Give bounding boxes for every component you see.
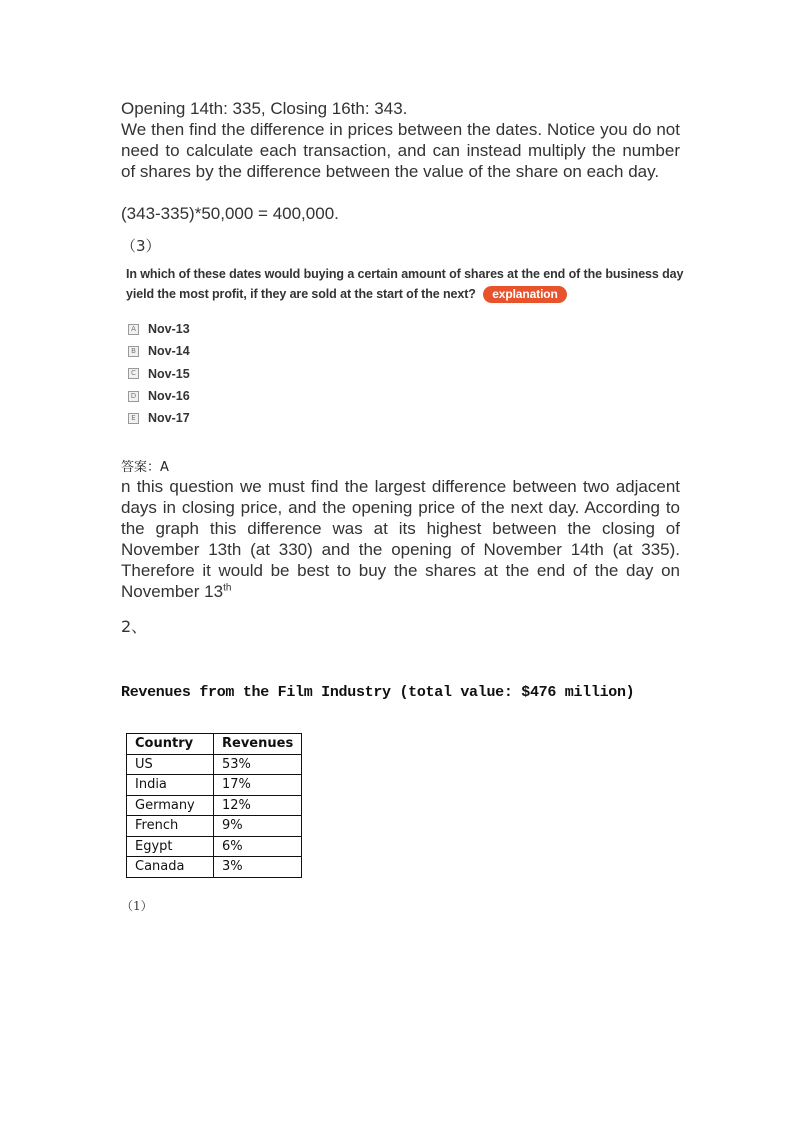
header-revenues: Revenues [214,734,302,755]
table-header-row [127,734,302,755]
table-row [127,816,302,837]
difference-paragraph: We then find the difference in prices between the dates. Notice you do not need to calculate each transaction, and can instead multiply the number of shares by the difference between the value of the share on each day. [121,120,680,181]
cell-revenue: 3% [214,857,302,878]
opening-closing-line: Opening 14th: 335, Closing 16th: 343. [121,99,408,118]
option-c[interactable] [128,363,190,385]
header-country: Country [127,734,214,755]
cell-country: Egypt [127,836,214,857]
table-title: Revenues from the Film Industry (total value: $476 million) [121,684,635,701]
cell-revenue: 17% [214,775,302,796]
table-row [127,836,302,857]
option-e[interactable] [128,407,190,429]
option-b[interactable] [128,340,190,362]
option-a-checkbox-icon[interactable]: A [128,324,139,335]
table-row [127,775,302,796]
question-number-3: （3） [121,237,161,255]
option-a-label: Nov-13 [148,322,190,337]
option-c-label: Nov-15 [148,366,190,381]
cell-country: US [127,754,214,775]
table-row [127,754,302,775]
answer-line: 答案：A [121,460,169,475]
sub-question-number-1: （1） [121,899,153,913]
cell-country: Canada [127,857,214,878]
revenues-table [126,733,302,878]
option-e-label: Nov-17 [148,411,190,426]
option-c-checkbox-icon[interactable]: C [128,368,139,379]
cell-country: Germany [127,795,214,816]
cell-country: French [127,816,214,837]
option-b-checkbox-icon[interactable]: B [128,346,139,357]
table-row [127,795,302,816]
question-prompt: In which of these dates would buying a certain amount of shares at the end of the business day yield the most profit, if they are sold at the start of the next? [126,267,684,301]
explanation-paragraph [121,476,680,602]
option-a[interactable] [128,318,190,340]
explanation-button[interactable]: explanation [483,286,567,303]
option-e-checkbox-icon[interactable]: E [128,413,139,424]
explanation-superscript: th [223,582,232,594]
cell-revenue: 6% [214,836,302,857]
option-d-checkbox-icon[interactable]: D [128,391,139,402]
explanation-body: n this question we must find the largest difference between two adjacent days in closing price, and the opening price of the next day. According to the graph this difference was at its highest between the closing of November 13th (at 330) and the opening of November 14th (at 335). Therefore it would be best to buy the shares at the end of the day on November 13 [121,477,680,601]
cell-country: India [127,775,214,796]
table-row [127,857,302,878]
section-number-2: 2、 [121,617,148,636]
formula-line: (343-335)*50,000 = 400,000. [121,204,339,223]
option-b-label: Nov-14 [148,344,190,359]
cell-revenue: 9% [214,816,302,837]
question-text [126,264,686,304]
cell-revenue: 12% [214,795,302,816]
cell-revenue: 53% [214,754,302,775]
option-d[interactable] [128,385,190,407]
option-d-label: Nov-16 [148,389,190,404]
answer-options [128,318,190,429]
